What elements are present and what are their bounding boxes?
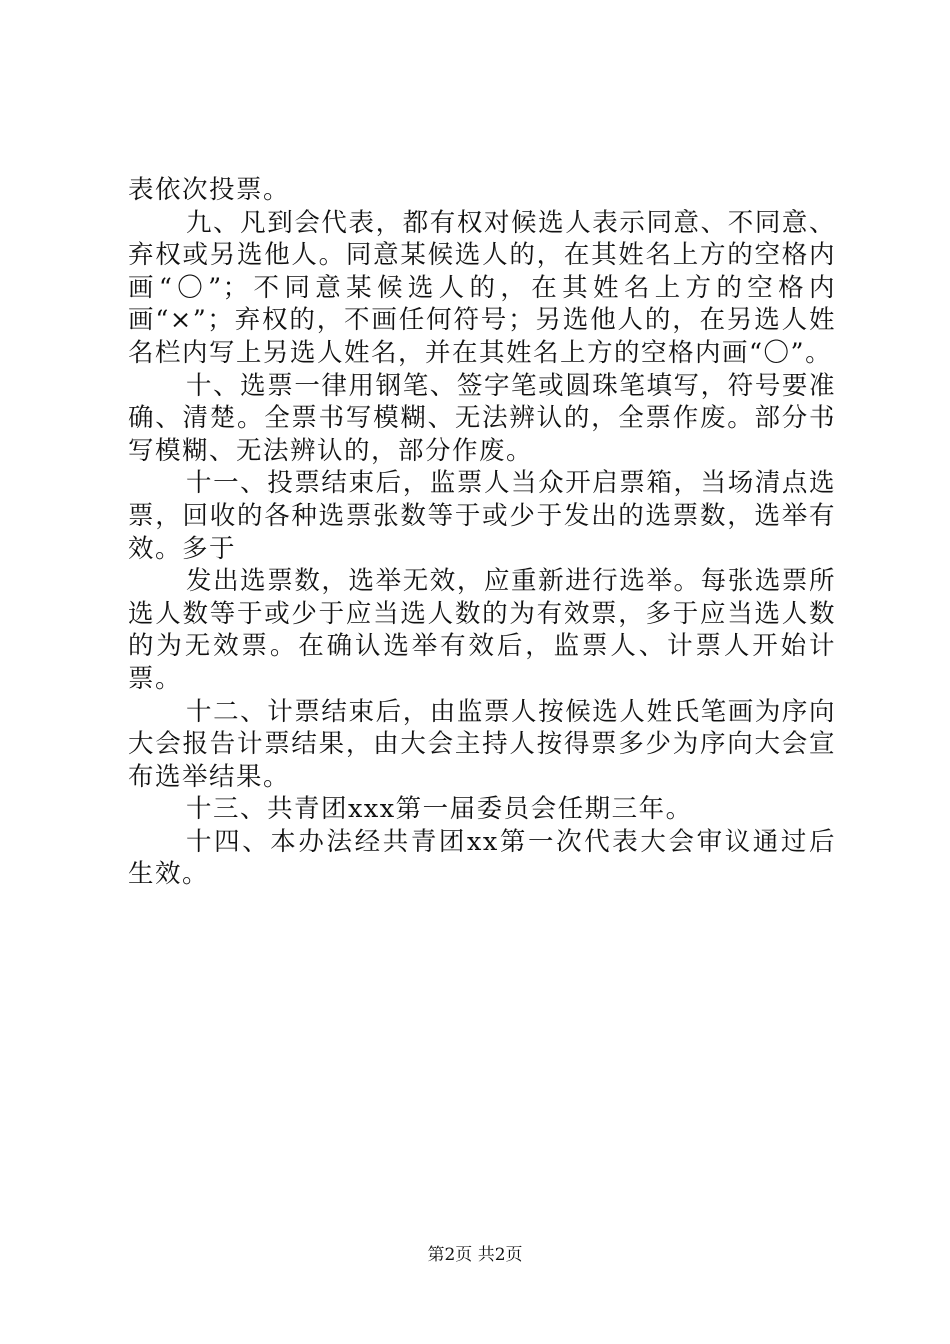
paragraph-item-12: 十二、计票结束后，由监票人按候选人姓氏笔画为序向大会报告计票结果，由大会主持人按得票多少为序向大会宣布选举结果。 — [128, 696, 836, 792]
paragraph-item-14: 十四、本办法经共青团xx第一次代表大会审议通过后生效。 — [128, 826, 836, 890]
paragraph-item-9: 九、凡到会代表，都有权对候选人表示同意、不同意、弃权或另选他人。同意某候选人的，在其姓名上方的空格内画“〇”；不同意某候选人的，在其姓名上方的空格内画“×”；弃权的，不画任何符号；另选他人的，在另选人姓名栏内写上另选人姓名，并在其姓名上方的空格内画“〇”。 — [128, 207, 836, 368]
paragraph-item-10: 十、选票一律用钢笔、签字笔或圆珠笔填写，符号要准确、清楚。全票书写模糊、无法辨认的，全票作废。部分书写模糊、无法辨认的，部分作废。 — [128, 370, 836, 466]
paragraph-item-11: 十一、投票结束后，监票人当众开启票箱，当场清点选票，回收的各种选票张数等于或少于发出的选票数，选举有效。多于 — [128, 468, 836, 564]
paragraph-item-13: 十三、共青团xxx第一届委员会任期三年。 — [186, 794, 693, 825]
paragraph-item-11-continued: 发出选票数，选举无效，应重新进行选举。每张选票所选人数等于或少于应当选人数的为有效票，多于应当选人数的为无效票。在确认选举有效后，监票人、计票人开始计票。 — [128, 566, 836, 694]
document-body — [128, 174, 836, 891]
paragraph-continuation: 表依次投票。 — [128, 175, 291, 205]
page-number-footer: 第2页 共2页 — [427, 1245, 523, 1265]
